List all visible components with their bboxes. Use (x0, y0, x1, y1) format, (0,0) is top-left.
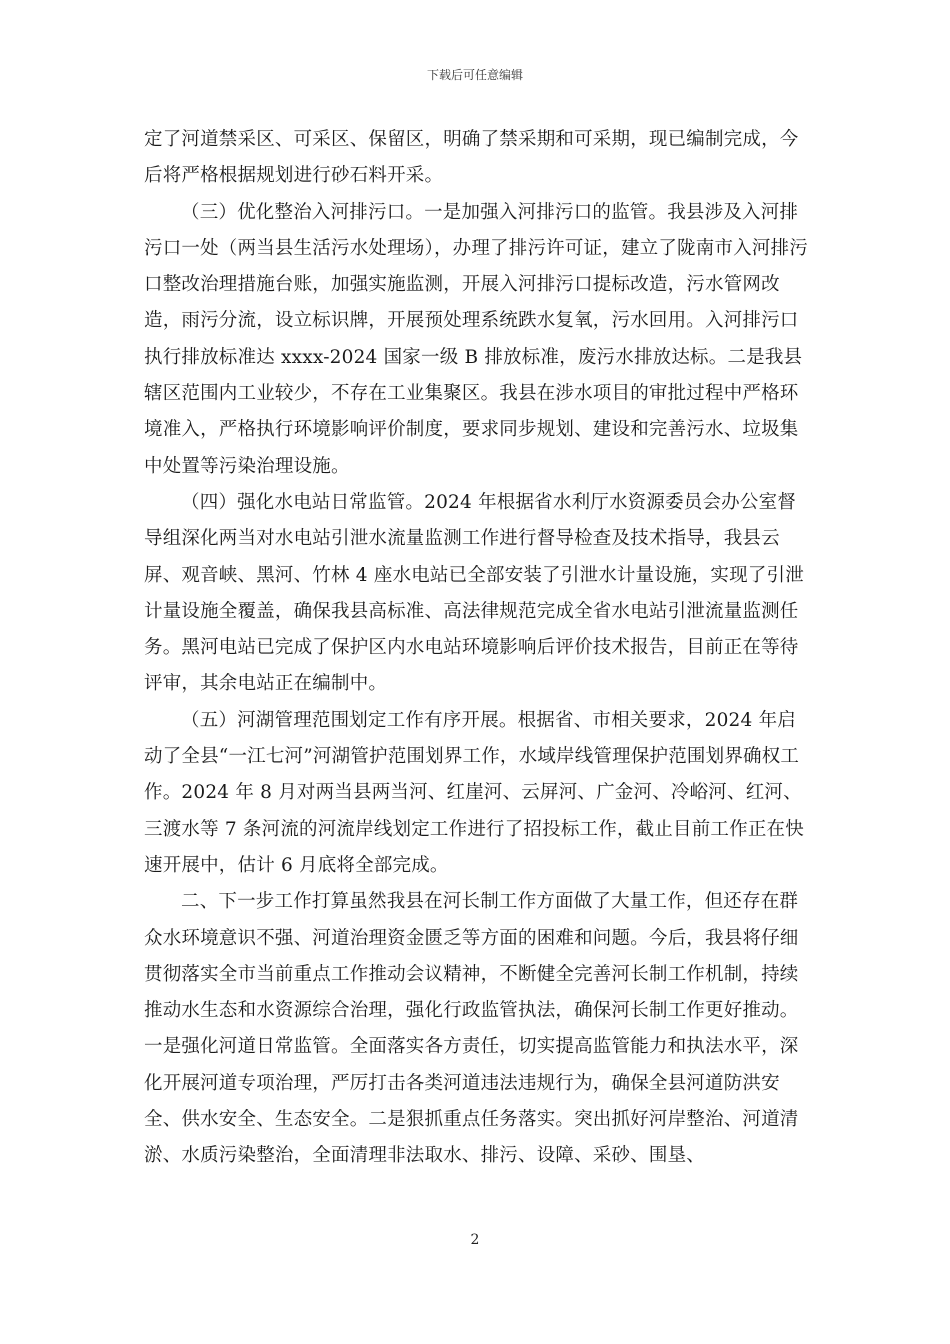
paragraph-section-4: （四）强化水电站日常监管。2024 年根据省水利厅水资源委员会办公室督导组深化两当对水电站引泄水流量监测工作进行督导检查及技术指导，我县云屏、观音峡、黑河、竹林 4 座水电站已全部安装了引泄水计量设施，实现了引泄计量设施全覆盖，确保我县高标准、高法律规范完成全省水电站引泄流量监测任务。黑河电站已完成了保护区内水电站环境影响后评价技术报告，目前正在等待评审，其余电站正在编制中。 (144, 491, 804, 695)
page-number: 2 (470, 1232, 480, 1248)
document-body (144, 122, 808, 1175)
paragraph-section-5: （五）河湖管理范围划定工作有序开展。根据省、市相关要求，2024 年启动了全县“一江七河”河湖管护范围划界工作，水域岸线管理保护范围划界确权工作。2024 年 8 月对两当县两当河、红崖河、云屏河、广金河、冷峪河、红河、三渡水等 7 条河流的河流岸线划定工作进行了招投标工作，截止目前工作正在快速开展中，估计 6 月底将全部完成。 (144, 709, 804, 876)
paragraph-next-steps: 二、下一步工作打算虽然我县在河长制工作方面做了大量工作，但还存在群众水环境意识不强、河道治理资金匮乏等方面的困难和问题。今后，我县将仔细贯彻落实全市当前重点工作推动会议精神，不断健全完善河长制工作机制，持续推动水生态和水资源综合治理，强化行政监管执法，确保河长制工作更好推动。一是强化河道日常监管。全面落实各方责任，切实提高监管能力和执法水平，深化开展河道专项治理，严厉打击各类河道违法违规行为，确保全县河道防洪安全、供水安全、生态安全。二是狠抓重点任务落实。突出抓好河岸整治、河道清淤、水质污染整治，全面清理非法取水、排污、设障、采砂、围垦、 (144, 891, 799, 1167)
paragraph-continuation: 定了河道禁采区、可采区、保留区，明确了禁采期和可采期，现已编制完成，今后将严格根据规划进行砂石料开采。 (144, 129, 799, 187)
page-header: 下载后可任意编辑 (426, 68, 523, 82)
paragraph-section-3: （三）优化整治入河排污口。一是加强入河排污口的监管。我县涉及入河排污口一处（两当县生活污水处理场），办理了排污许可证，建立了陇南市入河排污口整改治理措施台账，加强实施监测，开展入河排污口提标改造，污水管网改造，雨污分流，设立标识牌，开展预处理系统跌水复氧，污水回用。入河排污口执行排放标准达 xxxx-2024 国家一级 B 排放标准，废污水排放达标。二是我县辖区范围内工业较少，不存在工业集聚区。我县在涉水项目的审批过程中严格环境准入，严格执行环境影响评价制度，要求同步规划、建设和完善污水、垃圾集中处置等污染治理设施。 (144, 201, 808, 477)
